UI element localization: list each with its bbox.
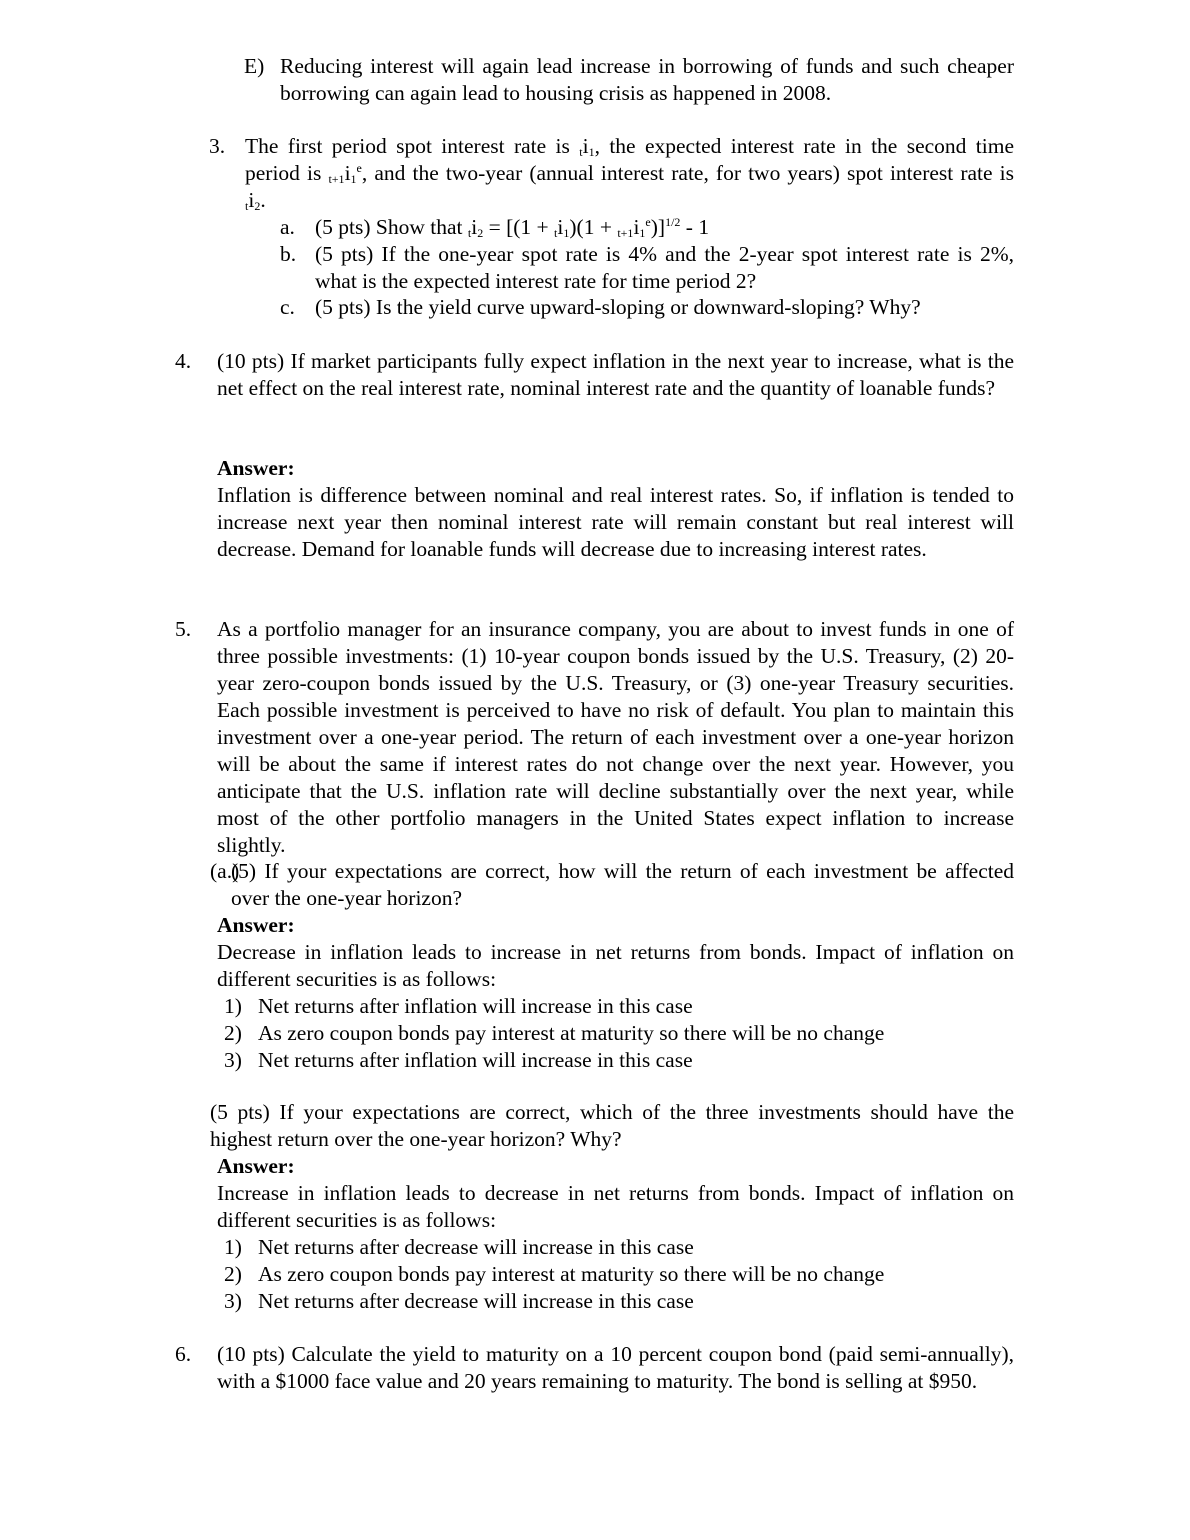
question-3-number: 3. (209, 134, 226, 158)
question-4-text: (10 pts) If market participants fully expect inflation in the next year to increase, what is the net effect on the real interest rate, nominal interest rate and the quantity of loanable funds? (217, 349, 1014, 400)
question-4-answer (217, 455, 1014, 563)
question-6-number: 6. (175, 1342, 192, 1366)
question-5-number: 5. (175, 617, 192, 641)
list-item-text: Net returns after decrease will increase in this case (258, 1235, 694, 1259)
question-6-text: (10 pts) Calculate the yield to maturity on a 10 percent coupon bond (paid semi-annually), with a $1000 face value and 20 years remaining to maturity. The bond is selling at $950. (217, 1342, 1014, 1393)
question-5-part-a-text: (5) If your expectations are correct, how will the return of each investment be affected over the one-year horizon? (231, 859, 1014, 910)
list-item-text: Net returns after inflation will increase in this case (258, 994, 693, 1018)
question-3-text: The first period spot interest rate is $_ti_1$, the expected interest rate in the second time period is $_{t+1}i_1^e$, and the two-year (annual interest rate, for two years) spot interest rate is $_ti_2$. (245, 134, 1014, 213)
list-item (224, 1047, 1014, 1074)
list-item (224, 1020, 1014, 1047)
question-5-part-b-text: (5 pts) If your expectations are correct, which of the three investments should have the highest return over the one-year horizon? Why? (210, 1100, 1014, 1151)
question-4 (175, 348, 1014, 402)
question-4-number: 4. (175, 349, 192, 373)
list-item (224, 1234, 1014, 1261)
question-3-part-a (280, 214, 1014, 241)
question-3-part-c (280, 294, 1014, 321)
list-item-number: 3) (224, 1289, 242, 1313)
item-e (244, 53, 1014, 107)
list-item (224, 993, 1014, 1020)
list-item-text: Net returns after decrease will increase in this case (258, 1289, 694, 1313)
answer-b-list (224, 1234, 1014, 1315)
list-item-number: 3) (224, 1048, 242, 1072)
question-5-part-a (210, 858, 1014, 912)
question-5-text: As a portfolio manager for an insurance company, you are about to invest funds in one of three possible investments: (1) 10-year coupon bonds issued by the U.S. Treasury, (2) 20-year zero-coupon bonds issued by the U.S. Treasury, or (3) one-year Treasury securities. Each possible investment is perceived to have no risk of default. You plan to maintain this investment over a one-year period. The return of each investment over a one-year horizon will be about the same if interest rates do not change over the next year. However, you anticipate that the U.S. inflation rate will decline substantially over the next year, while most of the other portfolio managers in the United States expect inflation to increase slightly. (217, 617, 1014, 857)
question-3-part-b (280, 241, 1014, 295)
question-6 (175, 1341, 1014, 1395)
list-item-number: 1) (224, 1235, 242, 1259)
list-item-text: As zero coupon bonds pay interest at maturity so there will be no change (258, 1021, 885, 1045)
question-5-part-a-label: (a.) (210, 859, 240, 883)
question-5-answer-b-text: Increase in inflation leads to decrease in net returns from bonds. Impact of inflation on different securities is as follows: (217, 1181, 1014, 1232)
question-3-part-b-label: b. (280, 242, 297, 266)
question-5-answer-b (217, 1153, 1014, 1234)
question-3-part-b-text: (5 pts) If the one-year spot rate is 4% and the 2-year spot interest rate is 2%, what is the expected interest rate for time period 2? (315, 242, 1014, 293)
question-5-answer-a-label: Answer: (217, 913, 295, 937)
list-item-text: As zero coupon bonds pay interest at maturity so there will be no change (258, 1262, 885, 1286)
list-item-number: 1) (224, 994, 242, 1018)
question-3-part-c-text: (5 pts) Is the yield curve upward-sloping or downward-sloping? Why? (315, 295, 921, 319)
question-3-part-a-label: a. (280, 215, 295, 239)
question-5-answer-b-label: Answer: (217, 1154, 295, 1178)
item-e-label: E) (244, 54, 265, 78)
question-4-answer-label: Answer: (217, 456, 295, 480)
question-3 (209, 133, 1014, 214)
question-5 (175, 616, 1014, 859)
question-4-answer-text: Inflation is difference between nominal and real interest rates. So, if inflation is tended to increase next year then nominal interest rate will remain constant but real interest will decrease. Demand for loanable funds will decrease due to increasing interest rates. (217, 483, 1014, 561)
item-e-text: Reducing interest will again lead increase in borrowing of funds and such cheaper borrowing can again lead to housing crisis as happened in 2008. (280, 54, 1014, 105)
question-5-answer-a (217, 912, 1014, 993)
list-item-text: Net returns after inflation will increase in this case (258, 1048, 693, 1072)
answer-a-list (224, 993, 1014, 1074)
list-item (224, 1288, 1014, 1315)
question-5-part-b (210, 1099, 1014, 1153)
list-item-number: 2) (224, 1262, 242, 1286)
question-5-answer-a-text: Decrease in inflation leads to increase in net returns from bonds. Impact of inflation on different securities is as follows: (217, 940, 1014, 991)
list-item (224, 1261, 1014, 1288)
question-3-part-a-text: (5 pts) Show that $_ti_2 = [(1 + _ti_1)(1 + _{t+1}i_1^e)]^{1/2} - 1$ (315, 215, 710, 240)
question-3-part-c-label: c. (280, 295, 295, 319)
list-item-number: 2) (224, 1021, 242, 1045)
